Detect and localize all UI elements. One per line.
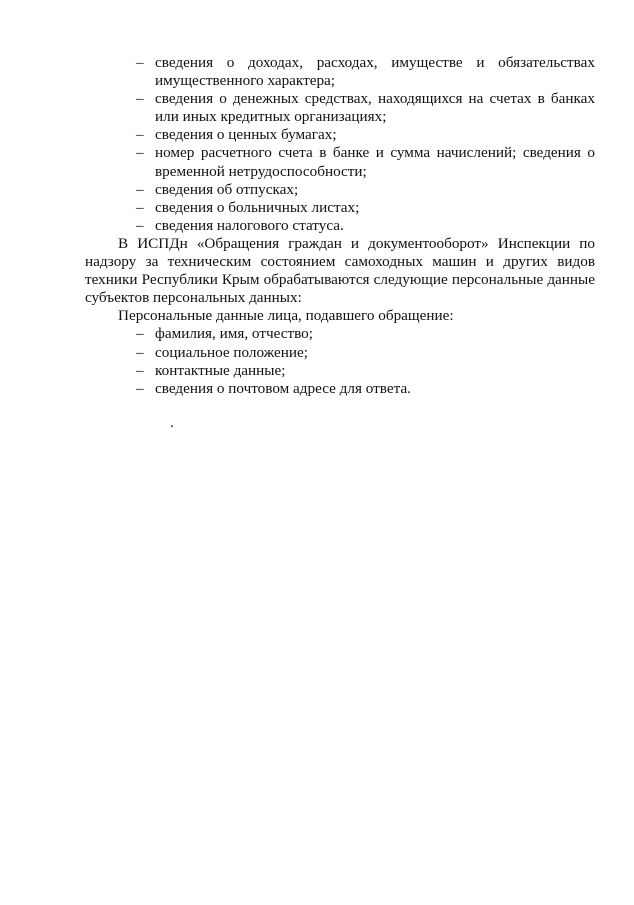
document-body — [85, 54, 595, 398]
list-item — [85, 126, 595, 144]
applicant-data-heading: Персональные данные лица, подавшего обращение: — [118, 307, 454, 325]
list-item-text: сведения о почтовом адресе для ответа. — [155, 379, 411, 397]
list-item-text: сведения о денежных средствах, находящихся на счетах в банках или иных кредитных организациях; — [155, 90, 595, 126]
list-item — [85, 199, 595, 217]
list-item-text: фамилия, имя, отчество; — [155, 325, 313, 343]
list-item-text: сведения о доходах, расходах, имуществе и обязательствах имущественного характера; — [155, 54, 595, 90]
list-item — [85, 181, 595, 199]
financial-data-list — [85, 54, 595, 235]
list-item — [85, 362, 595, 380]
dash-bullet: – — [136, 54, 144, 71]
list-item — [85, 380, 595, 398]
dash-bullet: – — [136, 144, 144, 162]
list-item — [85, 217, 595, 235]
dash-bullet: – — [136, 216, 144, 234]
dash-bullet: – — [136, 198, 144, 216]
list-item-text: сведения налогового статуса. — [155, 216, 344, 234]
dash-bullet: – — [136, 361, 144, 379]
dash-bullet: – — [136, 90, 144, 108]
dash-bullet: – — [136, 325, 144, 343]
list-item-text: сведения об отпусках; — [155, 180, 299, 198]
dash-bullet: – — [136, 126, 144, 144]
list-item-text: контактные данные; — [155, 361, 286, 379]
list-item-text: социальное положение; — [155, 343, 308, 361]
list-item-text: сведения о больничных листах; — [155, 198, 360, 216]
list-item-text: сведения о ценных бумагах; — [155, 126, 337, 144]
list-item — [85, 325, 595, 343]
list-item — [85, 54, 595, 90]
list-item — [85, 144, 595, 180]
list-item-text: номер расчетного счета в банке и сумма начислений; сведения о временной нетрудоспособности; — [155, 144, 595, 180]
dash-bullet: – — [136, 343, 144, 361]
list-item — [85, 90, 595, 126]
ispdn-paragraph: В ИСПДн «Обращения граждан и документооборот» Инспекции по надзору за техническим состоянием самоходных машин и других видов техники Республики Крым обрабатываются следующие персональные данные субъектов персональных данных: — [85, 234, 595, 307]
dash-bullet: – — [136, 180, 144, 198]
applicant-data-list — [85, 325, 595, 397]
stray-mark: . — [170, 415, 174, 431]
list-item — [85, 344, 595, 362]
dash-bullet: – — [136, 379, 144, 397]
